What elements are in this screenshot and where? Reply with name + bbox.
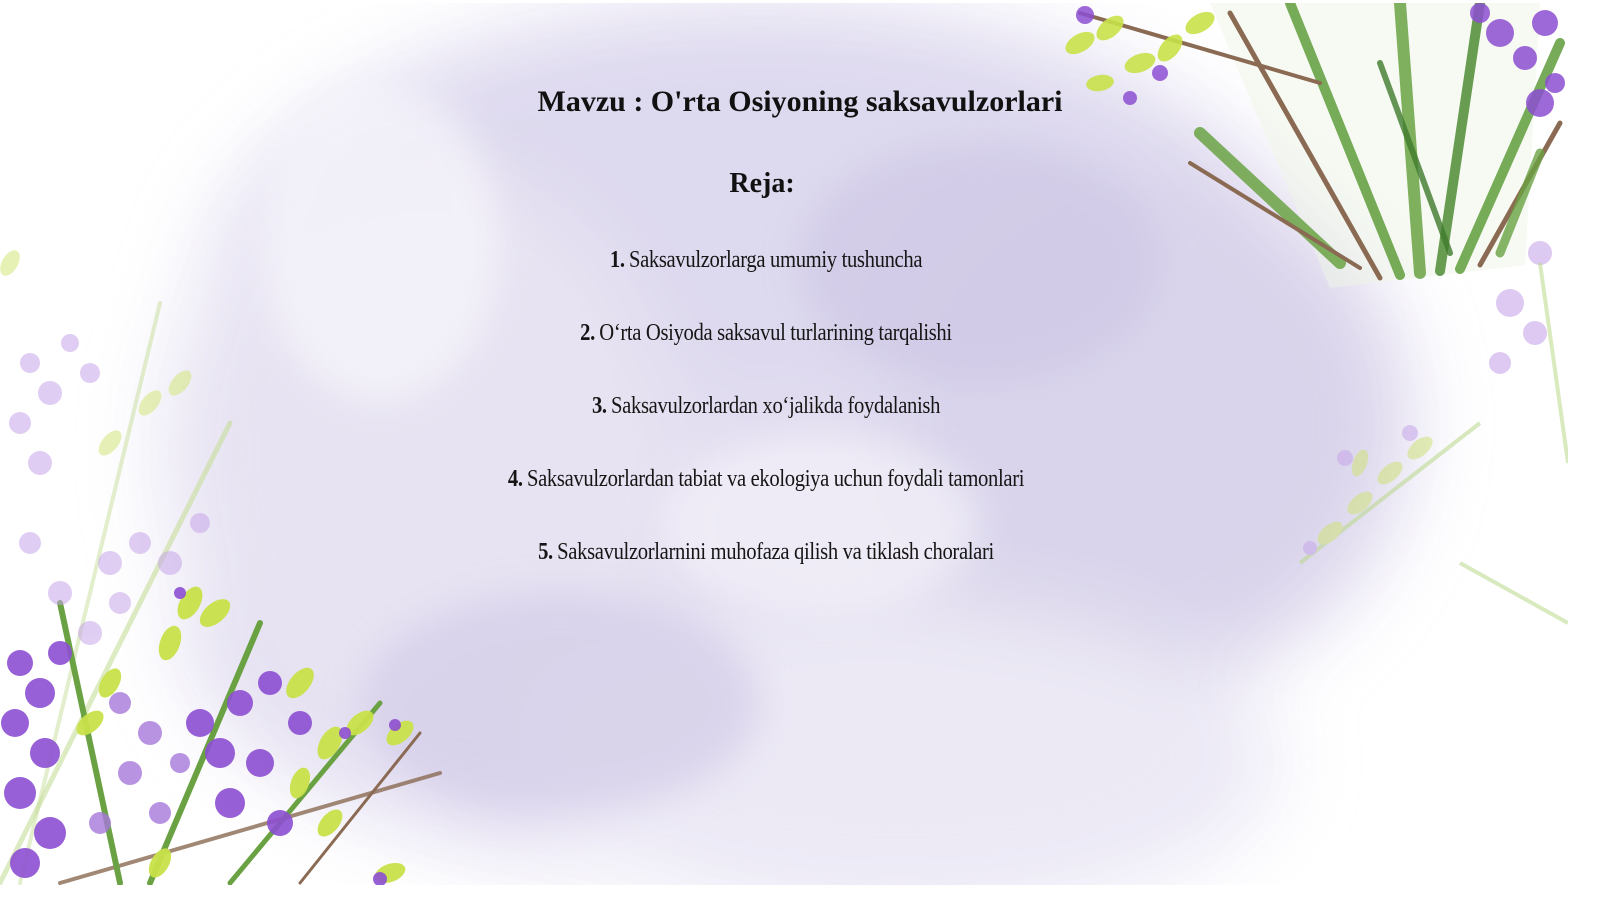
plan-item-number: 1. xyxy=(609,247,625,273)
plan-item-number: 3. xyxy=(591,393,607,419)
slide xyxy=(0,3,1568,885)
plan-list xyxy=(0,247,1532,612)
plan-item-number: 5. xyxy=(538,539,553,565)
plan-item xyxy=(107,393,1425,466)
plan-item-text: Saksavulzorlardan xo‘jalikda foydalanish xyxy=(611,393,941,419)
slide-title-text: Mavzu : O'rta Osiyoning saksavulzorlari xyxy=(537,85,1063,118)
plan-item-text: Saksavulzorlardan tabiat va ekologiya uchun foydali tamonlari xyxy=(526,466,1025,492)
plan-item xyxy=(107,539,1425,612)
plan-heading: Reja: xyxy=(729,168,795,199)
plan-item-number: 4. xyxy=(507,466,523,492)
plan-item xyxy=(107,247,1425,320)
plan-item xyxy=(107,320,1425,393)
plan-item xyxy=(107,466,1425,539)
plan-item-text: Saksavulzorlarga umumiy tushuncha xyxy=(628,247,923,273)
slide-title xyxy=(0,85,1568,119)
plan-item-text: O‘rta Osiyoda saksavul turlarining tarqalishi xyxy=(599,320,952,346)
plan-item-number: 2. xyxy=(580,320,595,346)
plan-item-text: Saksavulzorlarnini muhofaza qilish va tiklash choralari xyxy=(557,539,994,565)
